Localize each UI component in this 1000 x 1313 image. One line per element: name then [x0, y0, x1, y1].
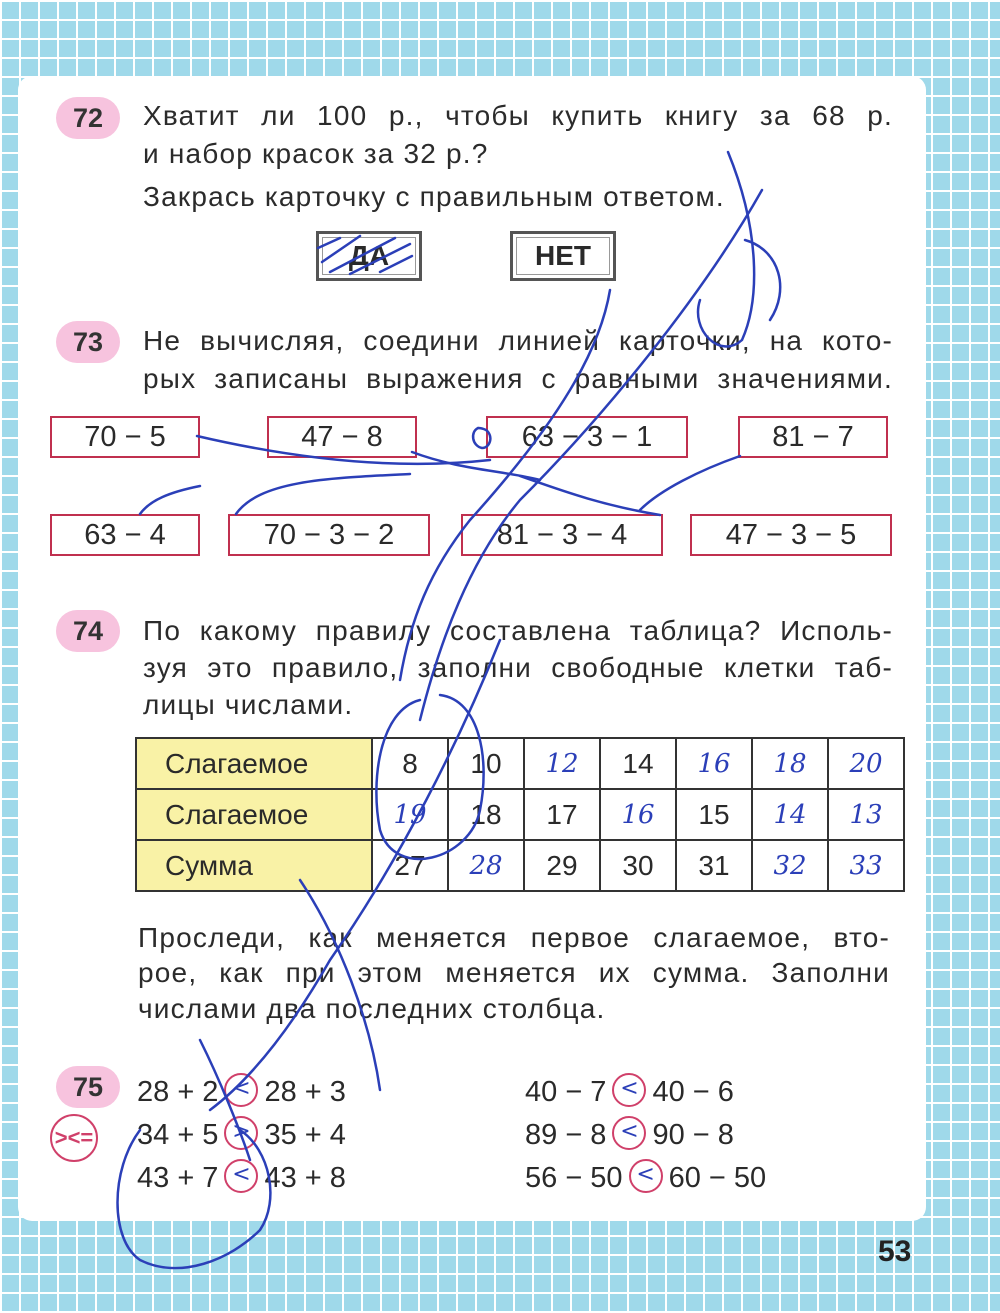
sign-circle[interactable]: >	[224, 1116, 258, 1150]
table-cell-filled[interactable]: 19	[372, 789, 448, 840]
expression-card-top-3[interactable]: 63 − 3 − 1	[486, 416, 688, 458]
page-number: 53	[878, 1235, 912, 1268]
row-header: Сумма	[136, 840, 372, 891]
table-cell-filled[interactable]: 13	[828, 789, 904, 840]
answer-card-yes[interactable]: ДА	[316, 231, 422, 281]
table-cell: 15	[676, 789, 752, 840]
task-74-line-2: зуя это правило, заполни свободные клетки таб-	[143, 652, 893, 683]
task-74-para-line-2: рое, как при этом меняется их сумма. Заполни	[138, 957, 890, 988]
expr-a: 40 − 7	[525, 1076, 607, 1108]
expr-a: 89 − 8	[525, 1119, 607, 1151]
table-cell-filled[interactable]: 16	[600, 789, 676, 840]
comparison-left-3	[137, 1162, 346, 1196]
table-cell-filled[interactable]: 32	[752, 840, 828, 891]
expr-b: 90 − 8	[652, 1119, 734, 1151]
sign-circle[interactable]: <	[612, 1116, 646, 1150]
task-number-72: 72	[56, 97, 120, 139]
task-73-line-1: Не вычисляя, соедини линией карточки, на кото-	[143, 325, 893, 356]
task-74-line-3: лицы числами.	[143, 689, 354, 720]
expression-card-top-1[interactable]: 70 − 5	[50, 416, 200, 458]
expression-card-bottom-2[interactable]: 70 − 3 − 2	[228, 514, 430, 556]
expr-b: 28 + 3	[264, 1076, 346, 1108]
sign-circle[interactable]: <	[224, 1159, 258, 1193]
comparison-right-1	[525, 1076, 734, 1110]
task-73-line-2: рых записаны выражения с равными значениями.	[143, 363, 893, 394]
sign-circle[interactable]: <	[629, 1159, 663, 1193]
expr-b: 60 − 50	[668, 1162, 767, 1194]
expr-b: 35 + 4	[264, 1119, 346, 1151]
workbook-page	[18, 76, 926, 1221]
expr-a: 28 + 2	[137, 1076, 219, 1108]
row-header: Слагаемое	[136, 789, 372, 840]
expression-card-top-4[interactable]: 81 − 7	[738, 416, 888, 458]
expr-b: 40 − 6	[652, 1076, 734, 1108]
table-cell: 27	[372, 840, 448, 891]
expression-card-bottom-1[interactable]: 63 − 4	[50, 514, 200, 556]
table-row	[136, 789, 904, 840]
task-number-74: 74	[56, 610, 120, 652]
sign-circle[interactable]: <	[612, 1073, 646, 1107]
table-cell-filled[interactable]: 12	[524, 738, 600, 789]
comparison-right-2	[525, 1119, 734, 1153]
comparison-left-2	[137, 1119, 346, 1153]
table-cell: 31	[676, 840, 752, 891]
answer-card-no[interactable]: НЕТ	[510, 231, 616, 281]
table-cell: 18	[448, 789, 524, 840]
sign-circle[interactable]: <	[224, 1073, 258, 1107]
table-cell: 14	[600, 738, 676, 789]
table-cell-filled[interactable]: 28	[448, 840, 524, 891]
task-72-line-2: и набор красок за 32 р.?	[143, 138, 489, 169]
comparison-right-3	[525, 1162, 766, 1196]
comparison-left-1	[137, 1076, 346, 1110]
table-cell-filled[interactable]: 33	[828, 840, 904, 891]
expr-a: 56 − 50	[525, 1162, 623, 1194]
row-header: Слагаемое	[136, 738, 372, 789]
task-74-line-1: По какому правилу составлена таблица? Исполь-	[143, 615, 893, 646]
table-cell-filled[interactable]: 16	[676, 738, 752, 789]
task-number-75: 75	[56, 1066, 120, 1108]
expression-card-bottom-4[interactable]: 47 − 3 − 5	[690, 514, 892, 556]
task-72-line-3: Закрась карточку с правильным ответом.	[143, 181, 725, 212]
task-number-73: 73	[56, 321, 120, 363]
task-72-line-1: Хватит ли 100 р., чтобы купить книгу за 68 р.	[143, 100, 893, 131]
table-row	[136, 840, 904, 891]
expr-a: 34 + 5	[137, 1119, 219, 1151]
expr-a: 43 + 7	[137, 1162, 219, 1194]
table-cell-filled[interactable]: 20	[828, 738, 904, 789]
task-74-para-line-1: Проследи, как меняется первое слагаемое, вто-	[138, 922, 890, 953]
expression-card-bottom-3[interactable]: 81 − 3 − 4	[461, 514, 663, 556]
table-cell-filled[interactable]: 18	[752, 738, 828, 789]
table-row	[136, 738, 904, 789]
table-cell: 29	[524, 840, 600, 891]
addition-table	[135, 737, 905, 892]
table-cell-filled[interactable]: 14	[752, 789, 828, 840]
compare-signs-icon: ><=	[50, 1114, 98, 1162]
expression-card-top-2[interactable]: 47 − 8	[267, 416, 417, 458]
expr-b: 43 + 8	[264, 1162, 346, 1194]
table-cell: 30	[600, 840, 676, 891]
table-cell: 8	[372, 738, 448, 789]
task-74-para-line-3: числами два последних столбца.	[138, 993, 606, 1024]
table-cell: 10	[448, 738, 524, 789]
table-cell: 17	[524, 789, 600, 840]
